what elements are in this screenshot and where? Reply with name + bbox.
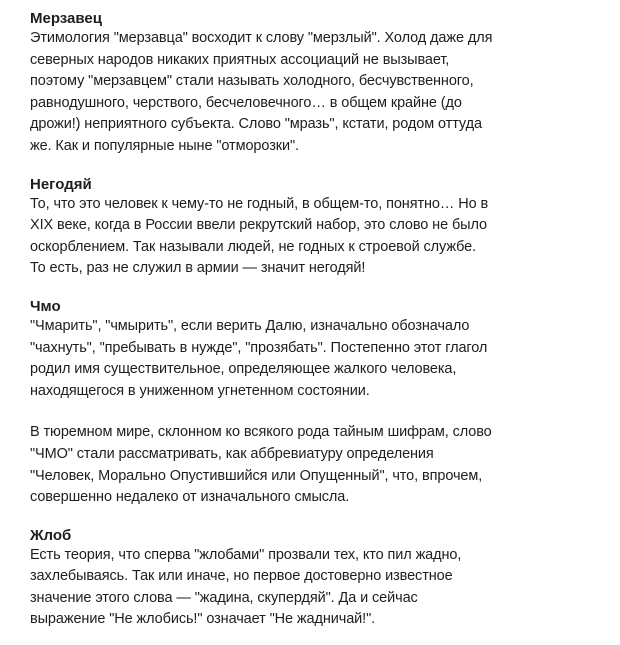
entry-title: Чмо <box>30 297 61 315</box>
text-line: То есть, раз не служил в армии — значит негодяй! <box>30 260 366 277</box>
text-line: родил имя существительное, определяющее жалкого человека, <box>30 361 457 378</box>
entry-zhlob <box>30 526 610 631</box>
text-line: же. Как и популярные ныне "отморозки". <box>30 137 299 154</box>
entry-paragraph <box>30 422 610 508</box>
spacer <box>30 280 610 297</box>
text-line: оскорблением. Так называли людей, не годных к строевой службе. <box>30 238 477 255</box>
entry-title: Жлоб <box>30 526 72 544</box>
text-line: совершенно недалеко от изначального смысла. <box>30 489 350 506</box>
entry-negodyay <box>30 175 610 280</box>
text-line: То, что это человек к чему-то не годный, в общем-то, понятно… Но в <box>30 195 489 212</box>
text-line: "Чмарить", "чмырить", если верить Далю, изначально обозначало <box>30 317 470 334</box>
text-line: XIX веке, когда в России ввели рекрутский набор, это слово не было <box>30 217 487 234</box>
text-line: значение этого слова — "жадина, скупердяй". Да и сейчас <box>30 589 418 606</box>
entry-chmo <box>30 297 610 509</box>
text-line: Этимология "мерзавца" восходит к слову "мерзлый". Холод даже для <box>30 30 493 46</box>
spacer <box>30 158 610 175</box>
entry-paragraph <box>30 194 610 280</box>
entry-paragraph <box>30 28 610 158</box>
text-line: В тюремном мире, склонном ко всякого рода тайным шифрам, слово <box>30 424 492 441</box>
text-line: захлебываясь. Так или иначе, но первое достоверно известное <box>30 568 453 585</box>
text-line: Есть теория, что сперва "жлобами" прозвали тех, кто пил жадно, <box>30 546 462 563</box>
text-line: северных народов никаких приятных ассоциаций не вызывает, <box>30 51 450 68</box>
entry-title: Негодяй <box>30 175 92 193</box>
text-line: "чахнуть", "пребывать в нужде", "прозябать". Постепенно этот глагол <box>30 339 488 356</box>
spacer <box>30 509 610 526</box>
text-line: поэтому "мерзавцем" стали называть холодного, бесчувственного, <box>30 73 474 90</box>
spacer <box>30 402 610 422</box>
text-line: находящегося в униженном угнетенном состоянии. <box>30 382 370 399</box>
entry-paragraph <box>30 545 610 631</box>
text-line: выражение "Не жлобись!" означает "Не жадничай!". <box>30 611 376 628</box>
entry-merzavets <box>30 9 610 158</box>
text-line: дрожи!) неприятного субъекта. Слово "мразь", кстати, родом оттуда <box>30 116 482 133</box>
entry-title: Мерзавец <box>30 10 102 27</box>
text-line: "ЧМО" стали рассматривать, как аббревиатуру определения <box>30 445 434 462</box>
text-line: "Человек, Морально Опустившийся или Опущенный", что, впрочем, <box>30 467 483 484</box>
entry-paragraph <box>30 316 610 402</box>
text-line: равнодушного, черствого, бесчеловечного… в общем крайне (до <box>30 94 462 111</box>
